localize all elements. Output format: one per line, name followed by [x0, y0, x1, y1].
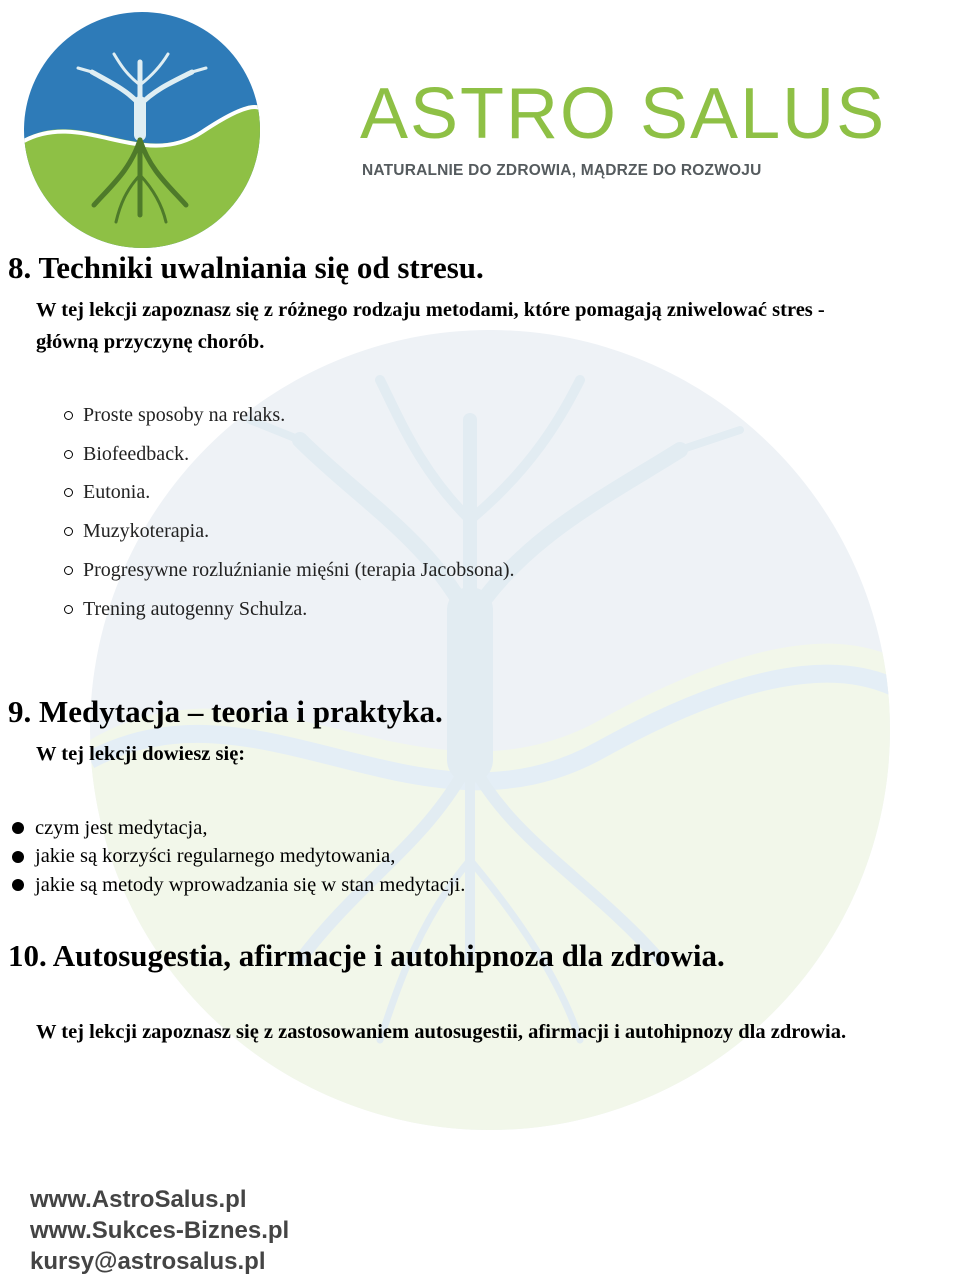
list-item: Muzykoterapia.	[64, 512, 515, 551]
section-8-intro	[36, 294, 825, 358]
bullet-circle-icon	[64, 450, 73, 459]
section-9-list	[12, 814, 465, 900]
section-9-intro	[36, 738, 245, 770]
section-10-intro	[36, 1016, 846, 1048]
brand-tagline: NATURALNIE DO ZDROWIA, MĄDRZE DO ROZWOJU	[362, 162, 762, 179]
section-9-heading: 9. Medytacja – teoria i praktyka.	[8, 694, 443, 729]
footer-contacts	[30, 1184, 289, 1277]
footer-link-astrosalus[interactable]: www.AstroSalus.pl	[30, 1186, 247, 1213]
bullet-circle-icon	[64, 488, 73, 497]
tree-logo-icon	[22, 10, 262, 250]
list-item: Proste sposoby na relaks.	[64, 396, 515, 435]
section-10-heading: 10. Autosugestia, afirmacje i autohipnoza dla zdrowia.	[8, 938, 725, 973]
list-item: jakie są korzyści regularnego medytowania,	[12, 843, 465, 872]
bullet-dot-icon	[12, 822, 24, 834]
section-8-intro-line-2: główną przyczynę chorób.	[36, 331, 265, 353]
section-8-heading: 8. Techniki uwalniania się od stresu.	[8, 250, 484, 285]
bullet-dot-icon	[12, 879, 24, 891]
section-10-intro-line-1: W tej lekcji zapoznasz się z zastosowaniem autosugestii, afirmacji i autohipnozy dla zdrowia.	[36, 1021, 847, 1043]
bullet-circle-icon	[64, 566, 73, 575]
list-item: czym jest medytacja,	[12, 814, 465, 843]
section-9-intro-line-1: W tej lekcji dowiesz się:	[36, 743, 246, 765]
list-item: Progresywne rozluźnianie mięśni (terapia Jacobsona).	[64, 551, 515, 590]
footer-email[interactable]: kursy@astrosalus.pl	[30, 1248, 266, 1275]
list-item: Eutonia.	[64, 474, 515, 513]
section-8-intro-line-1: W tej lekcji zapoznasz się z różnego rodzaju metodami, które pomagają zniwelować stres -	[36, 299, 825, 321]
list-item: jakie są metody wprowadzania się w stan medytacji.	[12, 871, 465, 900]
section-8-list	[64, 396, 515, 629]
list-item: Biofeedback.	[64, 435, 515, 474]
bullet-circle-icon	[64, 411, 73, 420]
footer-link-sukces-biznes[interactable]: www.Sukces-Biznes.pl	[30, 1217, 290, 1244]
bullet-dot-icon	[12, 851, 24, 863]
bullet-circle-icon	[64, 527, 73, 536]
bullet-circle-icon	[64, 605, 73, 614]
brand-name: ASTRO SALUS	[360, 74, 887, 154]
list-item: Trening autogenny Schulza.	[64, 590, 515, 629]
